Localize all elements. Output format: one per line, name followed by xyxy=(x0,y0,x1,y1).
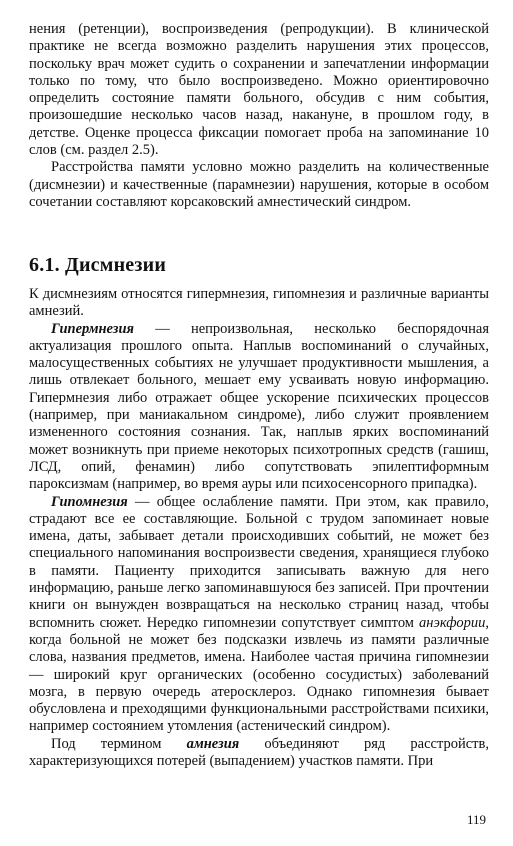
term-anecphoria: анэкфории xyxy=(419,614,486,631)
hypomnesia-text-1: — общее ослабление памяти. При этом, как правило, страдают все ее составляющие. Больной с трудом запоминает новые имена, даты, забывает детали происходивших событий, не может без специального напоминания воспроизвести сведения, хранящиеся глубоко в памяти. Пациенту приходится записывать важную для него информацию, раньше легко запоминавшуюся без записей. При прочтении книги он вынужден возвращаться на несколько страниц назад, чтобы вспомнить сюжет. Нередко гипомнезии сопутствует симптом xyxy=(29,493,489,631)
term-hypomnesia: Гипомнезия xyxy=(51,493,128,510)
section-heading: 6.1. Дисмнезии xyxy=(29,254,167,276)
paragraph-intro: К дисмнезиям относятся гипермнезия, гипомнезия и различные варианты амнезий. xyxy=(29,286,489,320)
paragraph-classification: Расстройства памяти условно можно разделить на количественные (дисмнезии) и качественные (парамнезии) нарушения, которые в особом сочетании составляют корсаковский амнестический синдром. xyxy=(29,159,489,210)
paragraph-hypomnesia xyxy=(29,494,489,736)
paragraph-hypermnesia xyxy=(29,321,489,494)
term-hypermnesia: Гипермнезия xyxy=(51,320,134,337)
term-amnesia: амнезия xyxy=(186,735,240,752)
hypomnesia-text-2: , когда больной не может без подсказки извлечь из памяти различные слова, названия предметов, имена. Наиболее частая причина гипомнезии — широкий круг органических (особенно сосудистых) заболеваний мозга, в первую очередь атеросклероз. Однако гипомнезия бывает обусловлена и преходящими функциональными расстройствами психики, например состоянием утомления (астенический синдром). xyxy=(29,614,489,735)
paragraph-retention: нения (ретенции), воспроизведения (репродукции). В клинической практике не всегда возможно разделить нарушения этих процессов, поскольку врач может судить о сохранении и запечатлении информации только по тому, что было воспроизведено. Можно ориентировочно определить состояние памяти больного, обсудив с ним события, произошедшие несколько часов назад, накануне, в прошлом году, в детстве. Оценке процесса фиксации помогает проба на запоминание 10 слов (см. раздел 2.5). xyxy=(29,21,489,159)
amnesia-pre: Под термином xyxy=(51,735,187,752)
section-text-block xyxy=(29,286,489,770)
top-text-block xyxy=(29,21,489,211)
hypermnesia-text: — непроизвольная, несколько беспорядочная актуализация прошлого опыта. Наплыв воспоминаний о случайных, малосущественных событиях не улучшает продуктивности мышления, а лишь отвлекает больного, мешает ему усваивать новую информацию. Гипермнезия либо отражает общее ускорение психических процессов (например, при маниакальном синдроме), либо служит проявлением измененного состояния сознания. Так, наплыв ярких воспоминаний может возникнуть при приеме некоторых психотропных средств (гашиш, ЛСД, опий, фенамин) либо сопутствовать эпилептиформным пароксизмам (например, во время ауры или психосенсорного припадка). xyxy=(29,320,489,493)
paragraph-amnesia xyxy=(29,736,489,771)
amnesia-post: объединяют ряд расстройств, характеризующихся потерей (выпадением) участков памяти. При xyxy=(29,735,489,770)
page-number: 119 xyxy=(466,812,486,827)
